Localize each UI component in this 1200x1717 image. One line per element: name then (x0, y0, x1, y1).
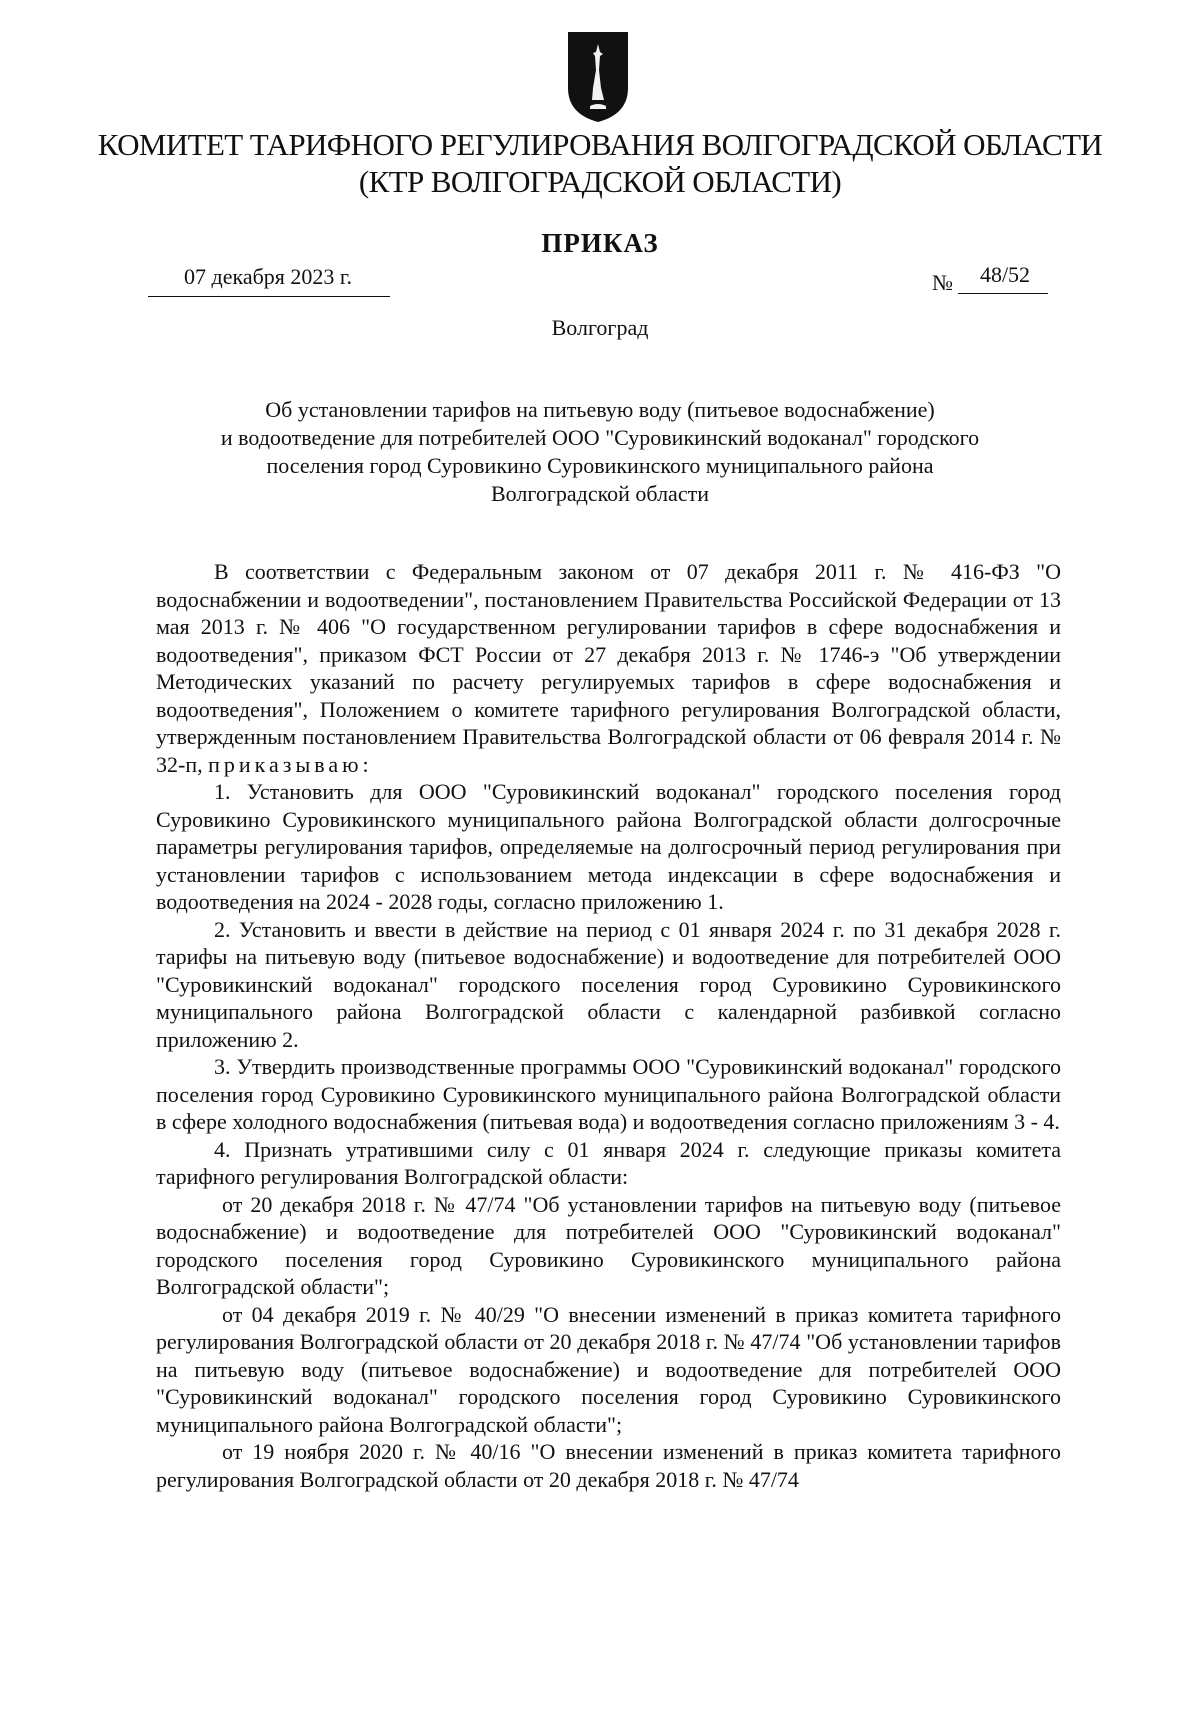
number-underline (958, 293, 1048, 294)
document-number: 48/52 (979, 262, 1031, 287)
repealed-order-a: от 20 декабря 2018 г. № 47/74 "Об установлении тарифов на питьевую воду (питьевое водоснабжение) и водоотведение для потребителей ООО "Суровикинский водоканал" городского поселения город Суровикино Суровикинского муниципального района Волгоградской области"; (156, 1191, 1061, 1299)
subject-line: и водоотведение для потребителей ООО "Суровикинский водоканал" городского (220, 425, 980, 450)
committee-short-name: (КТР ВОЛГОГРАДСКОЙ ОБЛАСТИ) (358, 164, 842, 199)
subject-line: поселения город Суровикино Суровикинского муниципального района (266, 453, 934, 478)
document-body (156, 558, 1061, 1493)
order-item-1: 1. Установить для ООО "Суровикинский водоканал" городского поселения город Суровикино Суровикинского муниципального района Волгоградской области долгосрочные параметры регулирования тарифов, определяемые на долгосрочный период регулирования при установлении тарифов с использованием метода индексации в сфере водоснабжения и водоотведения на 2024 - 2028 годы, согласно приложению 1. (156, 779, 1061, 914)
emblem-icon (566, 30, 630, 124)
date-underline (148, 296, 390, 297)
repealed-order-b: от 04 декабря 2019 г. № 40/29 "О внесении изменений в приказ комитета тарифного регулирования Волгоградской области от 20 декабря 2018 г. № 47/74 "Об установлении тарифов на питьевую воду (питьевое водоснабжение) и водоотведение для потребителей ООО "Суровикинский водоканал" городского поселения город Суровикино Суровикинского муниципального района Волгоградской области"; (156, 1301, 1061, 1437)
document-city: Волгоград (551, 315, 649, 340)
committee-name: КОМИТЕТ ТАРИФНОГО РЕГУЛИРОВАНИЯ ВОЛГОГРАДСКОЙ ОБЛАСТИ (97, 127, 1103, 162)
document-type: ПРИКАЗ (541, 228, 659, 258)
subject-line: Об установлении тарифов на питьевую воду (питьевое водоснабжение) (265, 397, 935, 422)
preamble-text: В соответствии с Федеральным законом от 07 декабря 2011 г. № 416-ФЗ "О водоснабжении и водоотведении", постановлением Правительства Российской Федерации от 13 мая 2013 г. № 406 "О государственном регулировании тарифов в сфере водоснабжения и водоотведения", приказом ФСТ России от 27 декабря 2013 г. № 1746-э "Об утверждении Методических указаний по расчету регулируемых тарифов в сфере водоснабжения и водоотведения", Положением о комитете тарифного регулирования Волгоградской области, утвержденным постановлением Правительства Волгоградской области от 06 февраля 2014 г. № 32-п, (156, 559, 1061, 777)
order-item-3: 3. Утвердить производственные программы ООО "Суровикинский водоканал" городского поселения город Суровикино Суровикинского муниципального района Волгоградской области в сфере холодного водоснабжения (питьевая вода) и водоотведения согласно приложениям 3 - 4. (156, 1054, 1061, 1134)
document-subject (150, 396, 1050, 508)
repealed-order-c: от 19 ноября 2020 г. № 40/16 "О внесении изменений в приказ комитета тарифного регулирования Волгоградской области от 20 декабря 2018 г. № 47/74 (156, 1439, 1061, 1492)
order-item-4: 4. Признать утратившими силу с 01 января 2024 г. следующие приказы комитета тарифного регулирования Волгоградской области: (156, 1136, 1061, 1189)
number-sign: № (932, 270, 953, 295)
order-word: приказываю: (208, 751, 373, 777)
document-date: 07 декабря 2023 г. (184, 264, 352, 289)
subject-line: Волгоградской области (491, 481, 709, 506)
order-item-2: 2. Установить и ввести в действие на период с 01 января 2024 г. по 31 декабря 2028 г. тарифы на питьевую воду (питьевое водоснабжение) и водоотведение для потребителей ООО "Суровикинский водоканал" городского поселения город Суровикино Суровикинского муниципального района Волгоградской области с календарной разбивкой согласно приложению 2. (156, 916, 1061, 1052)
preamble-paragraph (156, 558, 1061, 778)
